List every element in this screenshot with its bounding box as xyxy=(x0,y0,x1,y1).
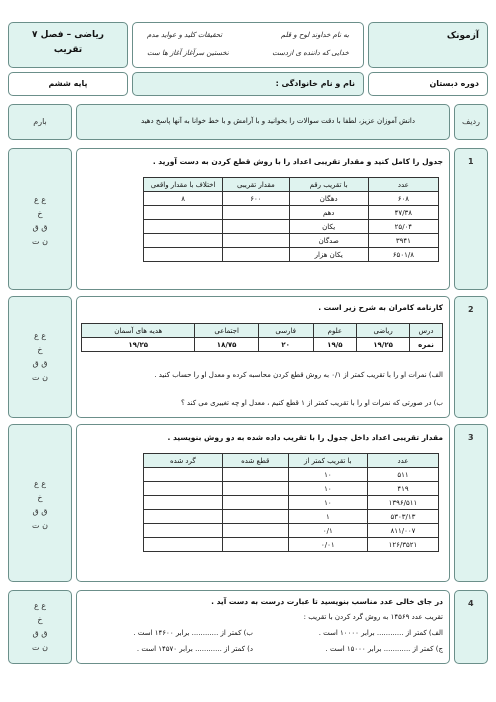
table-row xyxy=(144,220,439,234)
header-verse-1: به نام خداوند لوح و قلم xyxy=(280,31,349,39)
table-row xyxy=(144,482,439,496)
table-cell: ۱۰ xyxy=(288,482,367,496)
q4-body xyxy=(76,590,450,664)
table-cell[interactable] xyxy=(144,248,223,262)
table-cell: ۵۳۰۳/۱۳ xyxy=(367,510,438,524)
table-header-cell: گرد شده xyxy=(144,454,223,468)
q3-number: 3 xyxy=(468,433,474,442)
table-cell[interactable] xyxy=(223,234,289,248)
q1-table xyxy=(143,177,439,262)
q2-part-b: ب) در صورتی که نمرات او را با تقریب کمتر از ۱ قطع کنیم ، معدل او چه تغییری می کند ؟ xyxy=(180,399,443,407)
side-mark: ع ع xyxy=(33,479,47,488)
subject-title: ریاضی – فصل ۷ xyxy=(32,30,104,40)
table-header-cell: علوم xyxy=(313,324,357,338)
table-cell: ۴۱۹ xyxy=(367,482,438,496)
table-cell[interactable] xyxy=(144,496,223,510)
q2-text: کارنامه کامران به شرح زیر است . xyxy=(318,303,443,312)
table-cell: ۸ xyxy=(144,192,223,206)
school-label: دوره دبستان xyxy=(429,79,479,88)
q4-item-c: ج) کمتر از ............ برابر ۱۵۰۰۰ است . xyxy=(325,645,443,653)
table-cell: ۱ xyxy=(288,510,367,524)
table-cell: ۱۹/۲۵ xyxy=(357,338,410,352)
instructions-text: دانش آموزان عزیز، لطفا با دقت سوالات را بخوانید و با آرامش و با خط خوانا به آنها پاسخ دهید xyxy=(141,117,415,125)
header-verse-2: تحقیقات کلید و عواید مدم xyxy=(147,31,223,39)
q1-text: جدول را کامل کنید و مقدار تقریبی اعداد را با روش قطع کردن به دست آورید . xyxy=(152,157,443,166)
table-header-row xyxy=(144,454,439,468)
table-cell[interactable] xyxy=(144,524,223,538)
score-header xyxy=(8,104,72,140)
q2-number-cell xyxy=(454,296,488,418)
table-cell[interactable] xyxy=(223,220,289,234)
side-mark: خ xyxy=(37,615,43,624)
table-cell: ۱۹/۲۵ xyxy=(82,338,195,352)
table-row xyxy=(144,468,439,482)
side-mark: ع ع xyxy=(33,195,47,204)
table-header-cell: درس xyxy=(410,324,443,338)
q3-table xyxy=(143,453,439,552)
header-verse-3: خدایی که داننده ی ازدست xyxy=(272,49,349,57)
header-verse-4: نخستین سرآغاز آغاز ها ست xyxy=(147,49,229,57)
side-mark: ق ق xyxy=(32,223,48,232)
q1-number: 1 xyxy=(468,157,474,166)
q2-table xyxy=(81,323,443,352)
table-header-cell: با تقریب کمتر از xyxy=(288,454,367,468)
table-cell[interactable] xyxy=(144,538,223,552)
table-cell[interactable] xyxy=(144,234,223,248)
table-cell[interactable] xyxy=(222,510,288,524)
table-cell: صدگان xyxy=(289,234,368,248)
table-cell: ۱۰ xyxy=(288,468,367,482)
table-header-cell: اجتماعی xyxy=(195,324,258,338)
side-mark: ن ت xyxy=(32,643,48,652)
q4-number: 4 xyxy=(468,599,474,608)
table-cell[interactable] xyxy=(144,220,223,234)
table-cell[interactable] xyxy=(144,482,223,496)
side-mark: خ xyxy=(37,493,43,502)
q2-part-a: الف) نمرات او را با تقریب کمتر از ۰/۱ به روش قطع کردن محاسبه کرده و معدل او را حساب کنید . xyxy=(154,371,443,379)
q4-item-d: د) کمتر از ............ برابر ۱۴۵۷۰ است . xyxy=(136,645,253,653)
q1-number-cell xyxy=(454,148,488,290)
table-row xyxy=(144,206,439,220)
q3-score-cell xyxy=(8,424,72,582)
table-cell[interactable] xyxy=(222,482,288,496)
topic-title: تقریب xyxy=(53,45,83,55)
exam-label: آزمونک xyxy=(446,31,479,41)
side-mark: ق ق xyxy=(32,507,48,516)
table-cell: ۲۵/۰۴ xyxy=(368,220,438,234)
table-cell: ۸۱۱/۰۰۷ xyxy=(367,524,438,538)
header-subject-box xyxy=(8,22,128,68)
table-row xyxy=(144,524,439,538)
table-header-cell: عدد xyxy=(367,454,438,468)
q3-body xyxy=(76,424,450,582)
q4-text: در جای خالی عدد مناسب بنویسید تا عبارت درست به دست آید . xyxy=(211,597,443,606)
table-cell: ۳۹۴۱ xyxy=(368,234,438,248)
table-cell[interactable] xyxy=(144,510,223,524)
side-mark: خ xyxy=(37,209,43,218)
q4-number-cell xyxy=(454,590,488,664)
side-mark: ن ت xyxy=(32,373,48,382)
side-mark: ن ت xyxy=(32,237,48,246)
exam-label-box xyxy=(368,22,488,68)
name-box[interactable] xyxy=(132,72,364,96)
table-cell[interactable] xyxy=(222,496,288,510)
row-header-label: ردیف xyxy=(462,117,480,126)
table-cell[interactable] xyxy=(223,206,289,220)
grade-label: پایه ششم xyxy=(48,79,88,88)
table-cell: دهگان xyxy=(289,192,368,206)
table-cell: ۰/۰۱ xyxy=(288,538,367,552)
table-row xyxy=(82,338,443,352)
table-cell[interactable] xyxy=(222,524,288,538)
q4-score-cell xyxy=(8,590,72,664)
table-row xyxy=(144,192,439,206)
table-header-cell: فارسی xyxy=(258,324,313,338)
table-cell: ۶۰۸ xyxy=(368,192,438,206)
table-cell: ۱۲۶/۳۵۲۱ xyxy=(367,538,438,552)
side-mark: ق ق xyxy=(32,629,48,638)
table-header-cell: مقدار تقریبی xyxy=(223,178,289,192)
table-cell: یکان هزار xyxy=(289,248,368,262)
table-cell: ۴۷/۳۸ xyxy=(368,206,438,220)
table-cell[interactable] xyxy=(222,538,288,552)
table-cell: ۲۰ xyxy=(258,338,313,352)
table-cell[interactable] xyxy=(222,468,288,482)
table-header-cell: هدیه های آسمان xyxy=(82,324,195,338)
table-row xyxy=(144,510,439,524)
table-cell[interactable] xyxy=(223,248,289,262)
table-cell: ۰/۱ xyxy=(288,524,367,538)
table-header-row xyxy=(82,324,443,338)
school-box xyxy=(368,72,488,96)
table-cell[interactable] xyxy=(144,206,223,220)
q4-item-a: الف) کمتر از ............ برابر ۱۰۰۰۰ است . xyxy=(318,629,443,637)
table-cell: ۶۰۰ xyxy=(223,192,289,206)
table-cell[interactable] xyxy=(144,468,223,482)
table-row xyxy=(144,496,439,510)
side-mark: ن ت xyxy=(32,521,48,530)
q2-body xyxy=(76,296,450,418)
table-cell: ۵۱۱ xyxy=(367,468,438,482)
side-mark: ق ق xyxy=(32,359,48,368)
instructions-box xyxy=(76,104,450,140)
q2-score-cell xyxy=(8,296,72,418)
q3-text: مقدار تقریبی اعداد داخل جدول را با تقریب داده شده به دو روش بنویسید . xyxy=(167,433,443,442)
table-cell: نمره xyxy=(410,338,443,352)
table-header-cell: ریاضی xyxy=(357,324,410,338)
table-header-cell: اختلاف با مقدار واقعی xyxy=(144,178,223,192)
table-header-row xyxy=(144,178,439,192)
table-cell: یکان xyxy=(289,220,368,234)
q2-number: 2 xyxy=(468,305,474,314)
q4-item-b: ب) کمتر از ............ برابر ۱۴۶۰۰ است . xyxy=(133,629,253,637)
name-label: نام و نام خانوادگی : xyxy=(275,79,355,88)
table-header-cell: قطع شده xyxy=(222,454,288,468)
side-mark: ع ع xyxy=(33,601,47,610)
table-header-cell: با تقریب رقم xyxy=(289,178,368,192)
table-cell: دهم xyxy=(289,206,368,220)
side-mark: ع ع xyxy=(33,331,47,340)
q1-body xyxy=(76,148,450,290)
table-cell: ۱۳۹۶/۵۱۱ xyxy=(367,496,438,510)
table-row xyxy=(144,248,439,262)
q1-score-cell xyxy=(8,148,72,290)
table-header-cell: عدد xyxy=(368,178,438,192)
table-cell: ۶۵۰۱/۸ xyxy=(368,248,438,262)
score-header-label: بارم xyxy=(33,117,47,126)
table-row xyxy=(144,234,439,248)
side-mark: خ xyxy=(37,345,43,354)
row-header xyxy=(454,104,488,140)
table-cell: ۱۹/۵ xyxy=(313,338,357,352)
q3-number-cell xyxy=(454,424,488,582)
grade-box xyxy=(8,72,128,96)
table-row xyxy=(144,538,439,552)
table-cell: ۱۸/۷۵ xyxy=(195,338,258,352)
header-center-box xyxy=(132,22,364,68)
q4-intro: تقریب عدد ۱۴۵۶۹ به روش گرد کردن با تقریب : xyxy=(303,613,443,621)
table-cell: ۱۰ xyxy=(288,496,367,510)
